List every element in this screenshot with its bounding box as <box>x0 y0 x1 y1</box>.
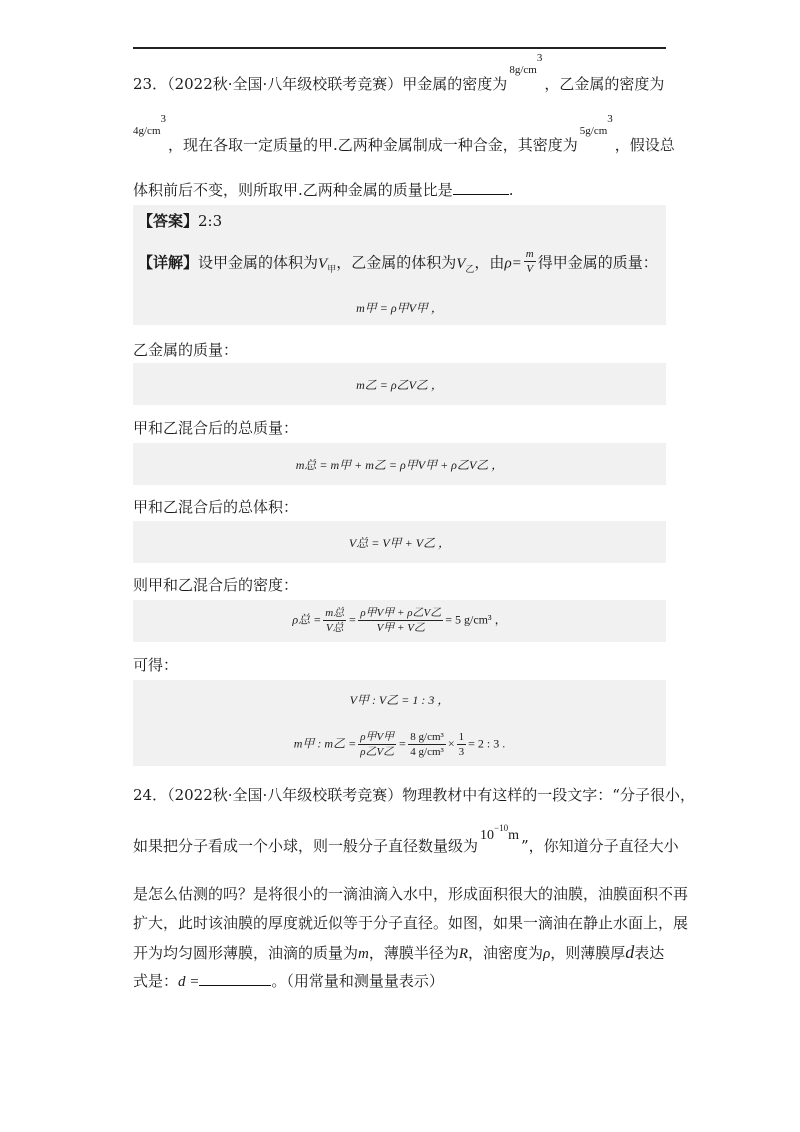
q23-line3: 体积前后不变，则所取甲.乙两种金属的质量比是 . <box>133 181 514 199</box>
q24-line5: 开为均匀圆形薄膜，油滴的质量为m，薄膜半径为R，油密度为ρ，则薄膜厚d表达 <box>133 942 665 962</box>
eq3-box <box>133 443 666 485</box>
q23-text-2: ，现在各取一定质量的甲.乙两种金属制成一种合金，其密度为 <box>168 136 578 154</box>
q24-line3: 是怎么估测的吗？是将很小的一滴油滴入水中，形成面积很大的油膜，油膜面积不再 <box>133 885 689 903</box>
v-jia-symbol: $V_甲$ <box>318 255 337 274</box>
rho-yi-value: 4g/cm3 <box>133 113 166 137</box>
eq2-box <box>133 363 666 405</box>
header-rule <box>133 47 666 49</box>
rho-jia-value: 8g/cm3 <box>509 52 543 76</box>
rho-symbol-q24: ρ <box>543 946 551 962</box>
answer-label: 【答案】 <box>138 212 199 230</box>
total-mass-label: 甲和乙混合后的总质量： <box>133 419 299 437</box>
eq-mass-yi: m乙 = ρ乙V乙 ， <box>356 378 443 392</box>
answer-detail-box <box>133 205 666 325</box>
q23-line2: $^{4g/cm3}$，现在各取一定质量的甲.乙两种金属制成一种合金，其密度为$^{5g/cm3}$，假设总 <box>133 113 675 154</box>
v-yi-symbol: $V_乙$ <box>456 255 475 274</box>
q24-line2: 如果把分子看成一个小球，则一般分子直径数量级为$10^{-10}m$”，你知道分子直径大小 <box>133 823 679 855</box>
q23-text-end: ，乙金属的密度为 <box>544 75 665 93</box>
d-symbol: d <box>625 942 635 962</box>
detail-label: 【详解】 <box>138 253 199 272</box>
answer-line <box>138 211 222 231</box>
q24-line4: 扩大，此时该油膜的厚度就近似等于分子直径。如图，如果一滴油在静止水面上，展 <box>133 914 689 932</box>
eq6-box <box>133 680 666 766</box>
eq-mixed-density: ρ总 = $\frac{\text{m总}}{\text{V总}}$ = $\frac{\text{ρ甲V甲 + ρ乙V乙}}{\text{V甲 + V乙}}$ = 5 g/cm³ ， <box>292 607 507 634</box>
eq-mass-jia: m甲 = ρ甲V甲 ， <box>356 301 443 315</box>
q24-line1: 24．（2022秋·全国·八年级校联考竞赛）物理教材中有这样的一段文字：“分子很小， <box>133 786 695 804</box>
q23-text: 23．（2022秋·全国·八年级校联考竞赛）甲金属的密度为 <box>133 75 508 93</box>
eq-total-vol: V总 = V甲 + V乙 ， <box>348 536 451 550</box>
rho-symbol: ρ <box>504 255 512 272</box>
density-formula: $\frac{m}{V}$ <box>525 248 534 275</box>
q24-line6: 式是：d = 。（用常量和测量量表示） <box>133 972 444 990</box>
yi-mass-label: 乙金属的质量： <box>133 341 239 359</box>
eq4-box <box>133 521 666 563</box>
answer-blank <box>453 180 509 195</box>
total-vol-label: 甲和乙混合后的总体积： <box>133 498 299 516</box>
rho-he-value: 5g/cm3 <box>579 113 613 137</box>
density-label: 则甲和乙混合后的密度： <box>133 576 299 594</box>
d-equals: d = <box>178 974 200 990</box>
eq-total-mass: m总 = m甲 + m乙 = ρ甲V甲 + ρ乙V乙 ， <box>295 458 504 472</box>
q23-line1 <box>133 52 665 96</box>
eq5-box <box>133 600 666 642</box>
answer-value: 2:3 <box>198 212 223 230</box>
magnitude-value: $10^{-10}m$ <box>480 823 519 843</box>
answer-blank-q24 <box>199 971 271 986</box>
eq-mass-ratio: m甲 : m乙 = $\frac{\text{ρ甲V甲}}{\text{ρ乙V乙}}$ = $\frac{\text{8 g/cm³}}{\text{4 g/cm³}}$ × $\frac{1}{3}$ = 2 : 3 . <box>293 731 506 758</box>
eq-volume-ratio: V甲 : V乙 = 1 : 3 ， <box>349 693 450 707</box>
detail-line: 【详解】设甲金属的体积为$V_甲$，乙金属的体积为$V_乙$，由ρ= $\frac{m}{V}$ 得甲金属的质量： <box>138 248 658 275</box>
result-label: 可得： <box>133 656 179 674</box>
m-symbol: m <box>358 946 369 962</box>
r-symbol: R <box>458 946 469 962</box>
